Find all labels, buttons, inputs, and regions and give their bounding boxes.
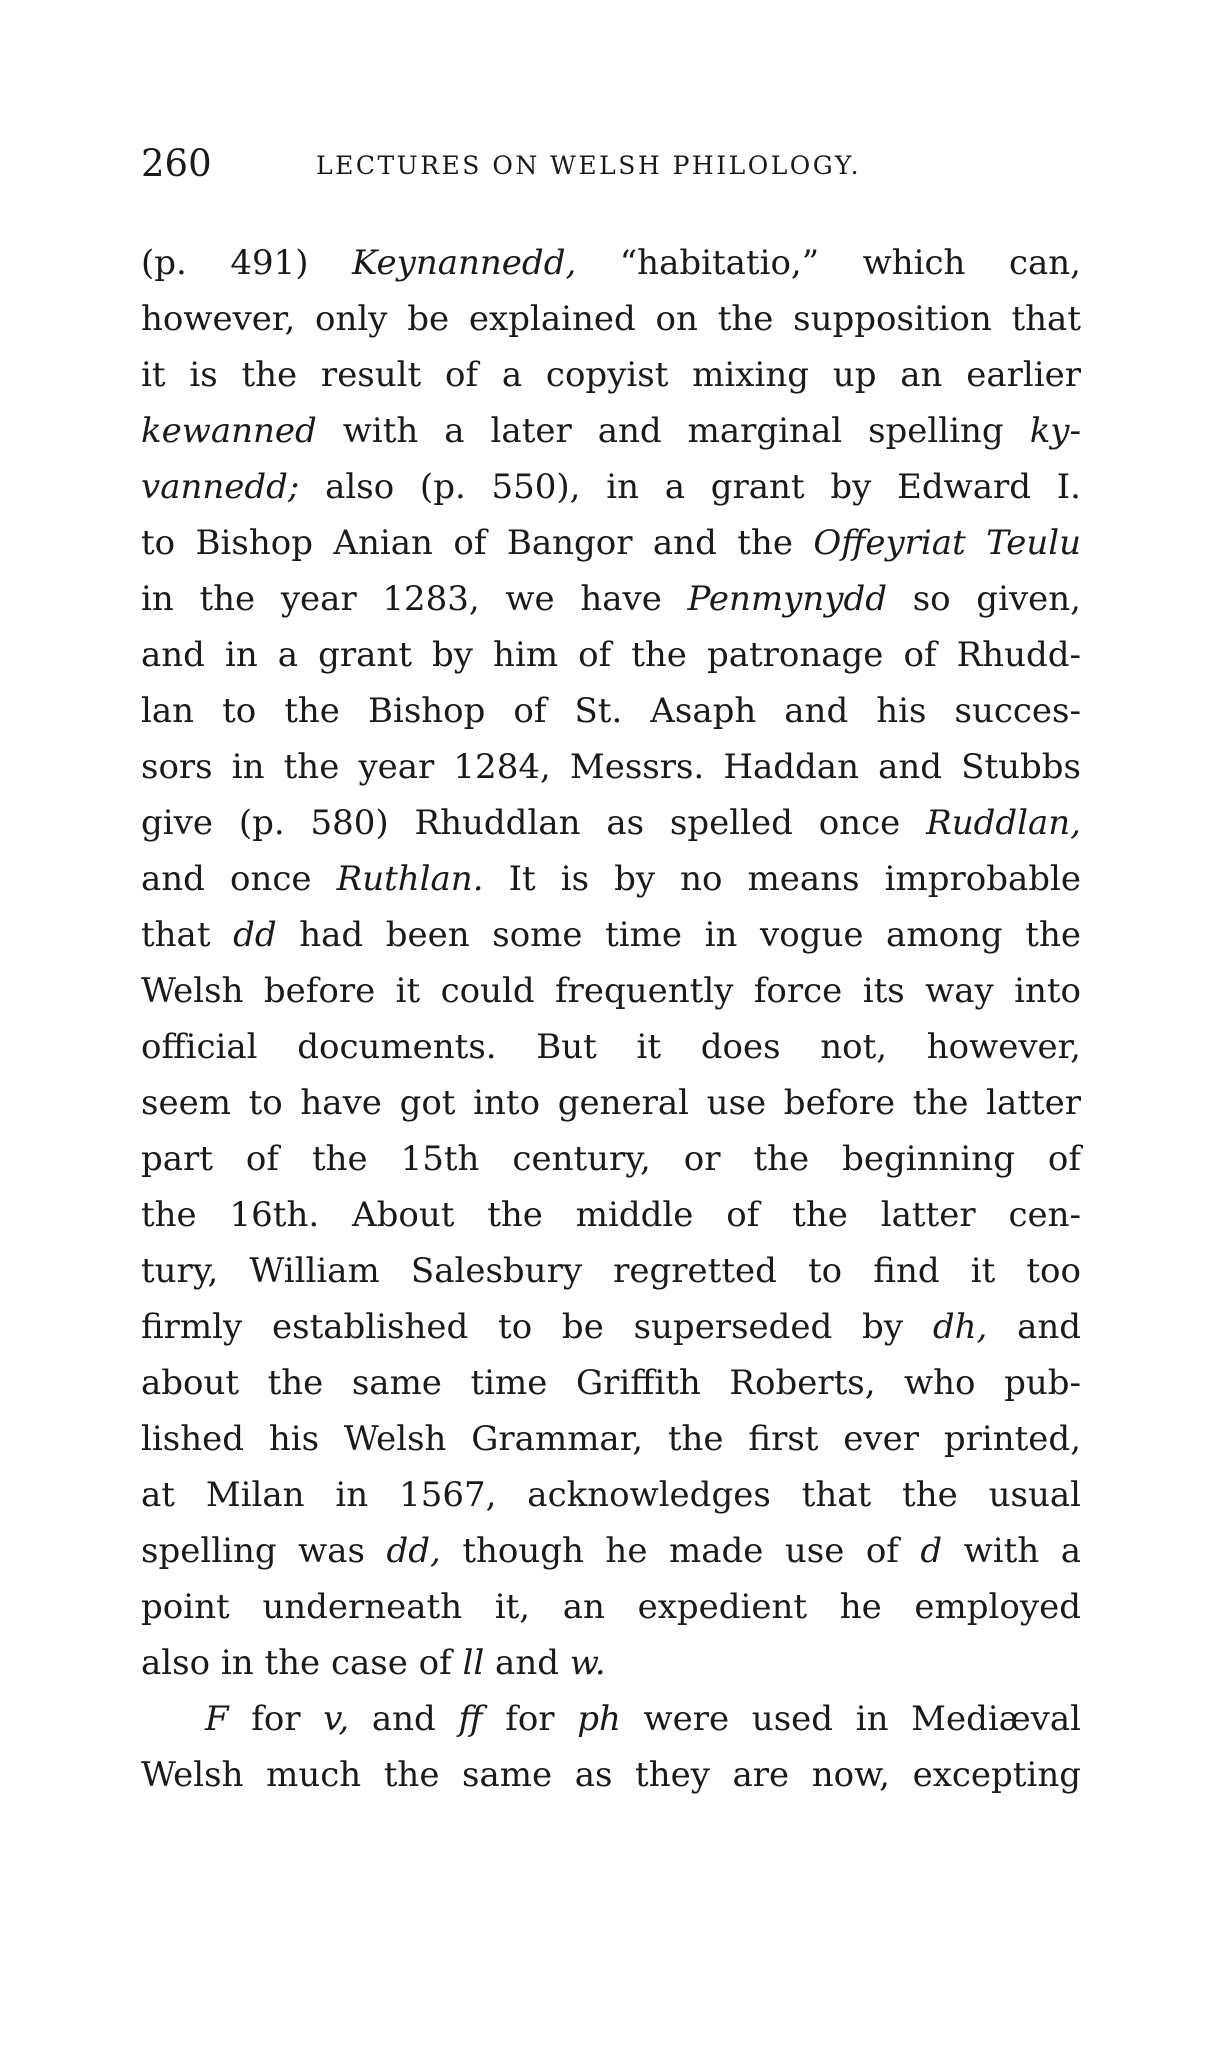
text-line bbox=[141, 1187, 1081, 1243]
text-run: and once bbox=[141, 859, 337, 899]
italic-text: Ruddlan, bbox=[926, 803, 1081, 843]
italic-text: ph bbox=[577, 1699, 621, 1739]
italic-text: dh, bbox=[932, 1307, 988, 1347]
italic-text: d bbox=[920, 1531, 943, 1571]
paragraph bbox=[141, 235, 1081, 1691]
text-run: firmly established to be superseded by bbox=[141, 1307, 933, 1347]
text-line bbox=[141, 459, 1081, 515]
text-run: the 16th. About the middle of the latter cen- bbox=[141, 1195, 1081, 1235]
text-run: for bbox=[482, 1699, 578, 1739]
text-run: with a bbox=[942, 1531, 1081, 1571]
text-line bbox=[141, 907, 1081, 963]
text-run: (p. 491) bbox=[141, 243, 353, 283]
text-run: Welsh much the same as they are now, excepting bbox=[141, 1755, 1081, 1795]
italic-text: kewanned bbox=[141, 411, 317, 451]
text-run: at Milan in 1567, acknowledges that the usual bbox=[141, 1475, 1081, 1515]
text-run: lished his Welsh Grammar, the first ever printed, bbox=[141, 1419, 1081, 1459]
text-run: give (p. 580) Rhuddlan as spelled once bbox=[141, 803, 927, 843]
text-line bbox=[141, 1691, 1081, 1747]
italic-text: v, bbox=[323, 1699, 350, 1739]
text-line bbox=[141, 851, 1081, 907]
text-run: it is the result of a copyist mixing up an earlier bbox=[141, 355, 1081, 395]
text-line bbox=[141, 683, 1081, 739]
text-line bbox=[141, 515, 1081, 571]
italic-text: Keynannedd, bbox=[352, 243, 577, 283]
paragraph bbox=[141, 1691, 1081, 1803]
running-title: LECTURES ON WELSH PHILOLOGY. bbox=[316, 151, 862, 180]
italic-text: Ruthlan. bbox=[336, 859, 484, 899]
text-run: lan to the Bishop of St. Asaph and his succes- bbox=[141, 691, 1081, 731]
text-line bbox=[141, 1411, 1081, 1467]
text-run: “habitatio,” which can, bbox=[576, 243, 1081, 283]
text-line bbox=[141, 739, 1081, 795]
text-run: sors in the year 1284, Messrs. Haddan and Stubbs bbox=[141, 747, 1081, 787]
text-line bbox=[141, 1635, 1081, 1691]
text-run: that bbox=[141, 915, 234, 955]
text-run: official documents. But it does not, however, bbox=[141, 1027, 1081, 1067]
text-run: however, only be explained on the supposition that bbox=[141, 299, 1081, 339]
text-run: and bbox=[349, 1699, 459, 1739]
text-line bbox=[141, 963, 1081, 1019]
text-run: point underneath it, an expedient he employed bbox=[141, 1587, 1081, 1627]
text-line bbox=[141, 1131, 1081, 1187]
text-line bbox=[141, 1243, 1081, 1299]
text-run: and bbox=[484, 1643, 570, 1683]
text-line bbox=[141, 291, 1081, 347]
text-line bbox=[141, 1747, 1081, 1803]
page-number: 260 bbox=[141, 142, 212, 185]
text-run: with a later and marginal spelling bbox=[316, 411, 1030, 451]
text-line bbox=[141, 1467, 1081, 1523]
text-line bbox=[141, 1299, 1081, 1355]
italic-text: w. bbox=[569, 1643, 606, 1683]
text-run: were used in Mediæval bbox=[620, 1699, 1082, 1739]
text-line bbox=[141, 627, 1081, 683]
italic-text: dd bbox=[233, 915, 277, 955]
italic-text: ky- bbox=[1029, 411, 1081, 451]
italic-text: vannedd; bbox=[141, 467, 300, 507]
text-line bbox=[141, 347, 1081, 403]
text-line bbox=[141, 1355, 1081, 1411]
text-run: though he made use of bbox=[440, 1531, 921, 1571]
italic-text: F bbox=[205, 1699, 229, 1739]
italic-text: ff bbox=[458, 1699, 483, 1739]
text-line bbox=[141, 1579, 1081, 1635]
text-run: spelling was bbox=[141, 1531, 387, 1571]
text-line bbox=[141, 235, 1081, 291]
text-run: seem to have got into general use before the latter bbox=[141, 1083, 1081, 1123]
text-run: about the same time Griffith Roberts, who pub- bbox=[141, 1363, 1081, 1403]
text-run: It is by no means improbable bbox=[483, 859, 1082, 899]
text-run: and bbox=[987, 1307, 1081, 1347]
text-run: so given, bbox=[887, 579, 1081, 619]
text-run: and in a grant by him of the patronage of Rhudd- bbox=[141, 635, 1081, 675]
text-line bbox=[141, 1523, 1081, 1579]
italic-text: Offeyriat Teulu bbox=[813, 523, 1081, 563]
text-line bbox=[141, 403, 1081, 459]
text-line bbox=[141, 795, 1081, 851]
text-run: also (p. 550), in a grant by Edward I. bbox=[299, 467, 1081, 507]
text-run: to Bishop Anian of Bangor and the bbox=[141, 523, 814, 563]
italic-text: dd, bbox=[386, 1531, 441, 1571]
text-line bbox=[141, 1075, 1081, 1131]
text-run: part of the 15th century, or the beginning of bbox=[141, 1139, 1081, 1179]
body-text bbox=[141, 235, 1081, 1803]
text-line bbox=[141, 1019, 1081, 1075]
text-run: for bbox=[228, 1699, 324, 1739]
text-run: also in the case of bbox=[141, 1643, 463, 1683]
running-header bbox=[141, 140, 1091, 188]
text-line bbox=[141, 571, 1081, 627]
italic-text: Penmynydd bbox=[687, 579, 887, 619]
text-run: had been some time in vogue among the bbox=[276, 915, 1081, 955]
text-run: Welsh before it could frequently force its way into bbox=[141, 971, 1081, 1011]
italic-text: ll bbox=[462, 1643, 485, 1683]
text-run: tury, William Salesbury regretted to find it too bbox=[141, 1251, 1081, 1291]
text-run: in the year 1283, we have bbox=[141, 579, 688, 619]
